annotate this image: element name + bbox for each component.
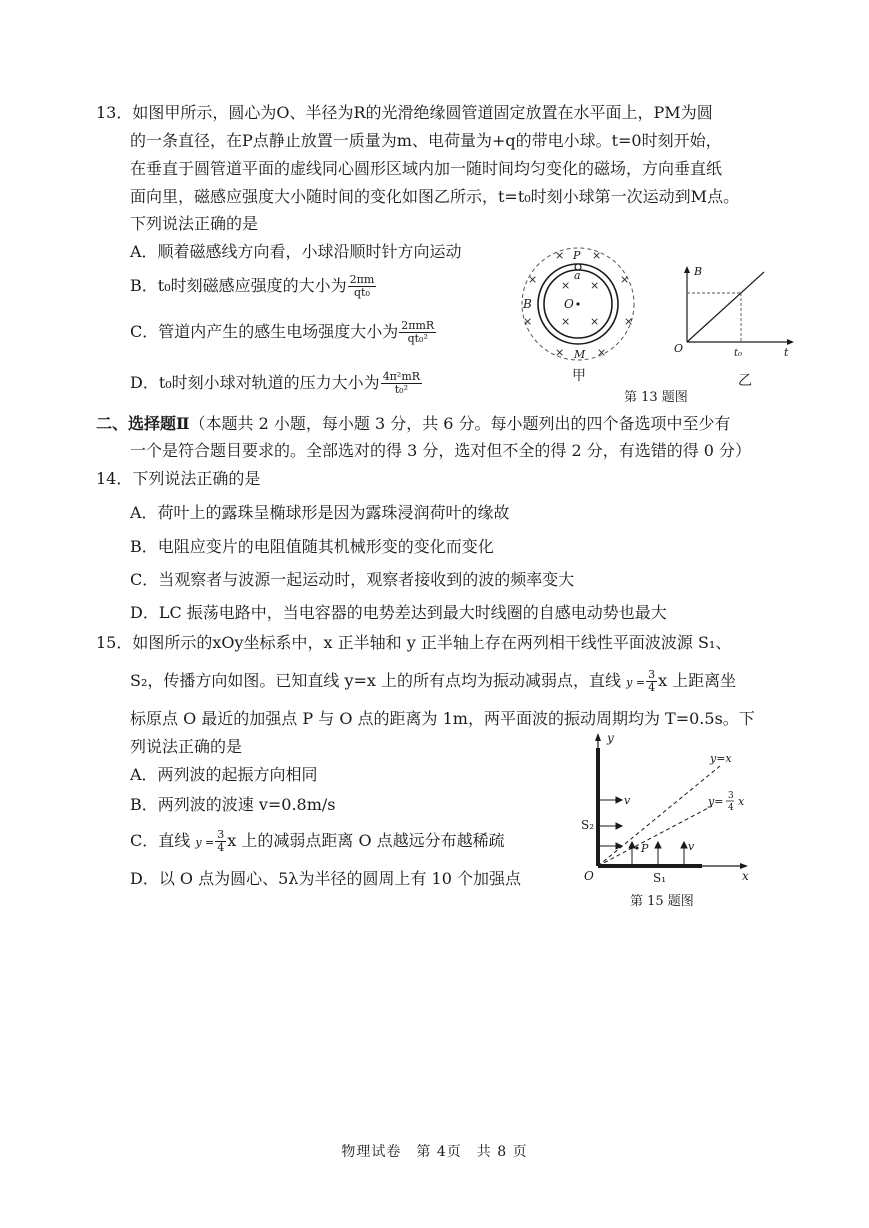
label-t: t [784,346,789,359]
q14-option-a: A．荷叶上的露珠呈椭球形是因为露珠浸润荷叶的缘故 [130,503,510,522]
cross-mark: × [523,315,533,328]
section2-note-line2: 一个是符合题目要求的。全部选对的得 3 分，选对但不全的得 2 分，有选错的得 0 分） [130,441,752,460]
line-y-equals-x [598,766,720,866]
t-axis-arrow [787,339,794,345]
label-y34-x: x [738,795,745,808]
q15-line4: 列说法正确的是 [130,737,243,756]
q15-option-a: A．两列波的起振方向相同 [130,765,318,784]
q13-line3: 在垂直于圆管道平面的虚线同心圆形区域内加一随时间均匀变化的磁场，方向垂直纸 [130,159,723,178]
center-dot [576,302,579,305]
cross-mark: × [592,249,602,262]
label-t0: t₀ [734,348,743,359]
label-S1: S₁ [653,871,667,885]
B-t-line [687,272,764,342]
label-P: P [641,842,649,855]
label-y34-prefix: y= [708,795,724,808]
page-footer: 物理试卷 第 4页 共 8 页 [341,1144,528,1160]
cross-mark: × [624,315,634,328]
q14-stem: 14．下列说法正确的是 [96,469,261,488]
label-O: O [564,297,574,311]
label-O: O [674,342,684,355]
q15-option-d: D．以 O 点为圆心、5λ为半径的圆周上有 10 个加强点 [130,869,521,888]
label-a: a [574,269,581,282]
point-P [636,847,639,850]
label-jia: 甲 [572,368,586,384]
label-M: M [574,348,586,361]
label-line-y-equals-x: y=x [710,752,732,765]
cross-mark: × [555,249,565,262]
q15-line3: 标原点 O 最近的加强点 P 与 O 点的距离为 1m，两平面波的振动周期均为 T=0.5s。下 [130,709,755,728]
s2-wave-arrows [600,797,622,849]
label-P: P [573,249,581,262]
label-v: v [624,794,631,807]
cross-mark: × [590,315,600,328]
q13-line2: 的一条直径，在P点静止放置一质量为m、电荷量为+q的带电小球。t=0时刻开始， [130,131,722,150]
q14-option-b: B．电阻应变片的电阻值随其机械形变的变化而变化 [130,537,494,556]
q15-figure [580,728,760,888]
q14-number: 14． [96,469,133,488]
fraction: $\frac{3}{4}$ [217,828,225,854]
cross-mark: × [555,346,565,359]
q13-figure-jia [515,245,645,385]
q13-option-c: C．管道内产生的感生电场强度大小为 $\frac{\text{2πmR}}{\text{qt₀²}}$ [130,319,435,345]
y-axis-arrow [595,733,601,741]
q13-option-b: B．t₀时刻磁感应强度的大小为 $\frac{2\pi m}{\text{qt₀}}$ [130,273,375,299]
q15-line1: 15．如图所示的xOy坐标系中，x 正半轴和 y 正半轴上存在两列相干线性平面波波源 S₁、 [96,633,732,652]
q13-line4: 面向里，磁感应强度大小随时间的变化如图乙所示，t=t₀时刻小球第一次运动到M点。 [130,187,740,206]
label-y34-den: 4 [728,803,734,813]
q13-line5: 下列说法正确的是 [130,214,259,233]
q13-caption: 第 13 题图 [624,390,688,405]
cross-mark: × [590,279,600,292]
fraction: $\frac{\text{4π²mR}}{\text{t₀²}}$ [382,370,421,396]
fraction: $\frac{\text{2πmR}}{\text{qt₀²}}$ [401,319,435,345]
section2-header: 二、选择题Ⅱ（本题共 2 小题，每小题 3 分，共 6 分。每小题列出的四个备选项中至少有 [96,414,731,433]
label-y34-num: 3 [728,791,734,801]
fraction: $\frac{2\pi m}{\text{qt₀}}$ [349,273,375,299]
cross-mark: × [620,273,630,286]
label-x: x [742,869,749,883]
cross-mark: × [597,346,607,359]
label-O: O [584,869,594,883]
label-S2: S₂ [581,818,595,832]
line-y-three-quarters-x [598,806,712,866]
q15-number: 15． [96,633,133,652]
label-B: B [523,297,532,311]
section2-title: 二、选择题Ⅱ [96,414,190,433]
q15-caption: 第 15 题图 [630,894,694,909]
label-v: v [688,840,695,853]
q15-option-b: B．两列波的波速 v=0.8m/s [130,795,336,814]
cross-mark: × [528,273,538,286]
q14-option-d: D．LC 振荡电路中，当电容器的电势差达到最大时线圈的自感电动势也最大 [130,603,667,622]
q13-option-a: A．顺着磁感线方向看，小球沿顺时针方向运动 [130,242,462,261]
q13-figure-yi [672,260,802,370]
q13-number: 13． [96,103,133,122]
cross-mark: × [561,315,571,328]
cross-mark: × [561,279,571,292]
label-y: y [607,731,614,745]
q15-line2: S₂，传播方向如图。已知直线 y=x 上的所有点均为振动减弱点，直线 y = $\frac{3}{4}$ x 上距离坐 [130,668,737,694]
q15-option-c: C．直线 y = $\frac{3}{4}$ x 上的减弱点距离 O 点越远分布越稀疏 [130,828,505,854]
q13-line1: 13．如图甲所示，圆心为O、半径为R的光滑绝缘圆管道固定放置在水平面上，PM为圆 [96,103,713,122]
q13-option-d: D．t₀时刻小球对轨道的压力大小为 $\frac{\text{4π²mR}}{\text{t₀²}}$ [130,370,421,396]
B-axis-arrow [684,266,690,273]
fraction: $\frac{3}{4}$ [648,668,656,694]
q14-option-c: C．当观察者与波源一起运动时，观察者接收到的波的频率变大 [130,570,575,589]
label-yi: 乙 [738,373,752,389]
label-B: B [694,265,703,278]
